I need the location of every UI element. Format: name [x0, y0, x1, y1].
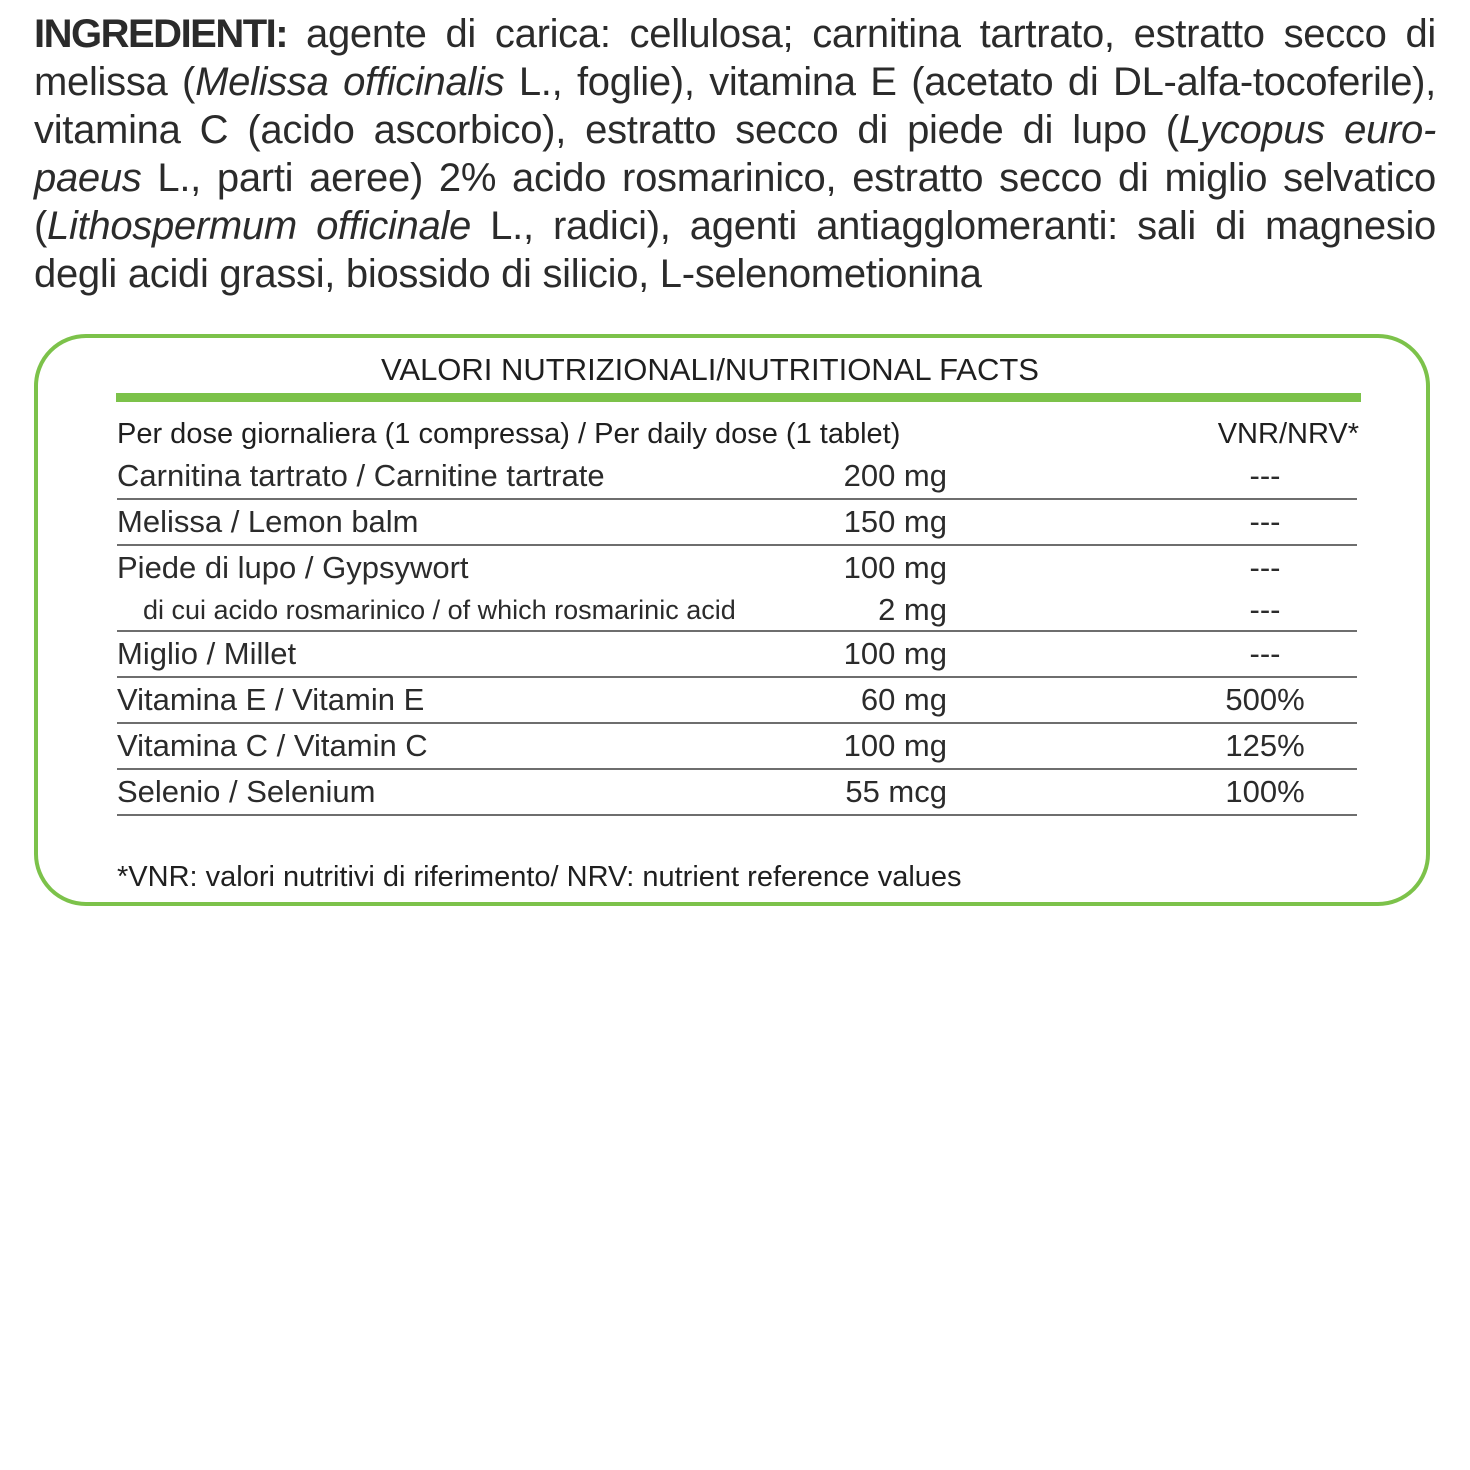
nutrient-nrv: --- — [1249, 550, 1281, 585]
table-line — [117, 770, 1357, 814]
nutrient-amount: 150 mg — [843, 504, 947, 539]
ingredients-paragraph — [34, 10, 1436, 298]
nutrient-amount: 2 mg — [878, 592, 947, 627]
table-row — [117, 724, 1357, 770]
nutrition-facts-title-text: VALORI NUTRIZIONALI/NUTRITIONAL FACTS — [381, 352, 1039, 387]
nutrient-nrv: 125% — [1225, 728, 1305, 763]
nutrient-amount: 100 mg — [843, 550, 947, 585]
nutrient-amount: 100 mg — [843, 728, 947, 763]
ingredients-latin-name: Lithospermum officinale — [47, 204, 471, 248]
table-row — [117, 632, 1357, 678]
ingredients-text: agente di carica: cellulosa; carnitina tartrato, estratto secco di melissa ( — [34, 12, 1436, 104]
ingredients-latin-name: Lycopus euro-paeus — [34, 108, 1437, 200]
table-line — [117, 546, 1357, 590]
nrv-header: VNR/NRV* — [1217, 418, 1359, 450]
table-line — [117, 500, 1357, 544]
nutrient-amount: 100 mg — [843, 636, 947, 671]
ingredients-text: L., parti aeree) 2% acido rosmarinico, estratto secco di miglio selvatico ( — [34, 156, 1436, 248]
nutrient-nrv: --- — [1249, 592, 1281, 627]
table-row — [117, 500, 1357, 546]
nutrient-nrv: --- — [1249, 504, 1281, 539]
nrv-footnote: *VNR: valori nutritivi di riferimento/ NRV: nutrient reference values — [117, 861, 962, 893]
nutrient-name: Miglio / Millet — [117, 636, 297, 671]
ingredients-latin-name: Melissa officinalis — [195, 60, 505, 104]
table-row — [117, 678, 1357, 724]
ingredients-text: L., foglie), vitamina E (acetato di DL-alfa-tocoferile), vitamina C (acido ascorbico), estratto secco di piede di lupo ( — [34, 60, 1436, 152]
nutrient-name: Carnitina tartrato / Carnitine tartrate — [117, 458, 605, 493]
title-divider-bar — [116, 393, 1361, 402]
nutrition-facts-title — [0, 350, 1470, 390]
nutrient-name: Melissa / Lemon balm — [117, 504, 419, 539]
nutrient-nrv: --- — [1249, 636, 1281, 671]
table-row — [117, 770, 1357, 816]
nutrient-amount: 55 mcg — [845, 774, 947, 809]
dose-header: Per dose giornaliera (1 compressa) / Per daily dose (1 tablet) — [117, 418, 901, 450]
table-row — [117, 454, 1357, 500]
table-line — [117, 678, 1357, 722]
table-line — [117, 724, 1357, 768]
nutrient-nrv: --- — [1249, 458, 1281, 493]
table-line — [117, 454, 1357, 498]
nutrient-amount: 60 mg — [860, 682, 947, 717]
nutrient-nrv: 500% — [1225, 682, 1305, 717]
table-row — [117, 546, 1357, 632]
table-line — [117, 632, 1357, 676]
table-subline — [117, 590, 1357, 630]
table-header — [117, 414, 1359, 454]
nutrition-table-body — [117, 454, 1357, 816]
ingredients-text: L., radici), agenti antiagglomeranti: sali di magnesio degli acidi grassi, biossido di silicio, L-selenometionina — [34, 204, 1437, 296]
nutrient-name: Selenio / Selenium — [117, 774, 376, 809]
nutrient-name: Vitamina E / Vitamin E — [117, 682, 425, 717]
nutrient-name: Vitamina C / Vitamin C — [117, 728, 428, 763]
ingredients-heading: INGREDIENTI: — [34, 12, 288, 56]
nutrient-name: Piede di lupo / Gypsywort — [117, 550, 469, 585]
nutrient-amount: 200 mg — [843, 458, 947, 493]
nutrient-name: di cui acido rosmarinico / of which rosmarinic acid — [143, 595, 736, 625]
nutrient-nrv: 100% — [1225, 774, 1305, 809]
